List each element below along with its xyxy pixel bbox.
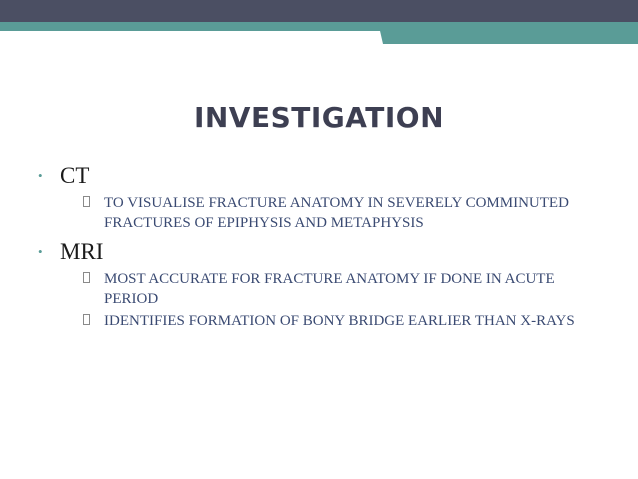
square-outline-icon [83,314,90,325]
bullet-mri [38,239,608,265]
square-outline-icon [83,272,90,283]
sub-list-mri [38,269,608,331]
sub-item [83,311,608,331]
sub-item-text: IDENTIFIES FORMATION OF BONY BRIDGE EARLIER THAN X-RAYS [104,313,575,329]
bullet-ct [38,163,608,189]
slide-content [38,163,608,337]
sub-item-text: MOST ACCURATE FOR FRACTURE ANATOMY IF DONE IN ACUTE PERIOD [104,271,555,307]
square-outline-icon [83,196,90,207]
sub-item [83,193,608,233]
sub-item-text: TO VISUALISE FRACTURE ANATOMY IN SEVERELY COMMINUTED FRACTURES OF EPIPHYSIS AND METAPHYSIS [104,195,569,231]
sub-item [83,269,608,309]
slide-title: INVESTIGATION [193,101,445,134]
bullet-dot-icon: • [38,244,43,259]
bullet-label: MRI [60,239,104,264]
header-band-dark [0,0,638,22]
bullet-dot-icon: • [38,168,43,183]
header-tab-accent [378,22,638,44]
sub-list-ct [38,193,608,233]
bullet-label: CT [60,163,90,188]
